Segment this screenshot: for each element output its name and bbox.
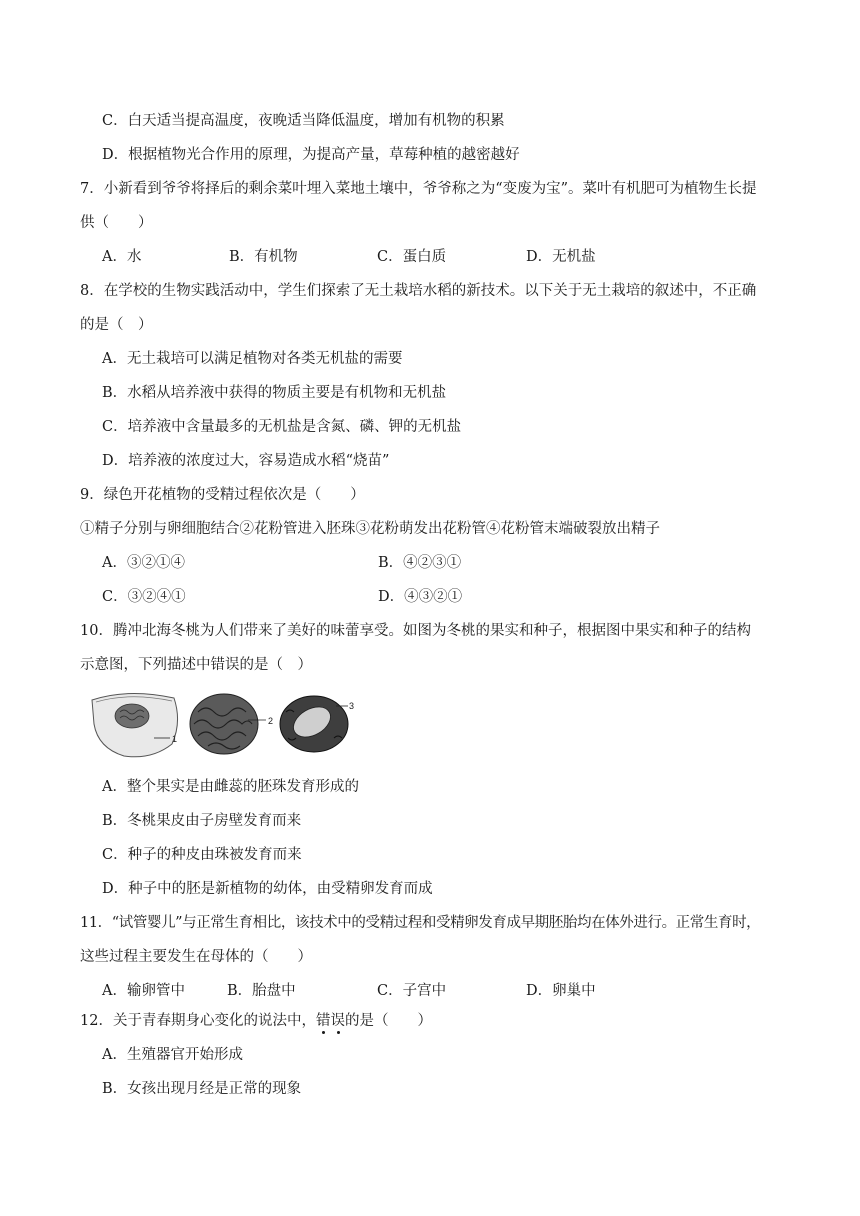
q11-stem-line2: 这些过程主要发生在母体的（ ） [80, 949, 312, 965]
q8-option-d: D．培养液的浓度过大，容易造成水稻“烧苗” [102, 453, 390, 469]
q12-stem-post: 的是（ ） [344, 1013, 432, 1029]
figure-label-1: 1 [172, 734, 178, 744]
q9-stem-line1: 9．绿色开花植物的受精过程依次是（ ） [80, 487, 365, 503]
q8-stem-line2: 的是（ ） [80, 317, 153, 333]
q9-options-row2 [102, 587, 602, 607]
q10-option-c: C．种子的种皮由珠被发育而来 [102, 847, 302, 863]
q10-stem-line1: 10．腾冲北海冬桃为人们带来了美好的味蕾享受。如图为冬桃的果实和种子，根据图中果实和种子的结构 [80, 623, 751, 639]
q9-option-d: D．④③②① [378, 589, 463, 605]
q7-option-b: B．有机物 [229, 249, 298, 265]
q12-option-b: B．女孩出现月经是正常的现象 [102, 1081, 302, 1097]
q7-option-c: C．蛋白质 [377, 249, 447, 265]
q11-stem-line1: 11．“试管婴儿”与正常生育相比，该技术中的受精过程和受精卵发育成早期胚胎均在体外进行。正常生育时， [80, 915, 761, 931]
q11-option-b: B．胎盘中 [227, 983, 296, 999]
figure-label-2: 2 [268, 716, 274, 726]
q8-option-a: A．无土栽培可以满足植物对各类无机盐的需要 [102, 351, 403, 367]
q8-stem-line1: 8．在学校的生物实践活动中，学生们探索了无土栽培水稻的新技术。以下关于无土栽培的叙述中，不正确 [80, 283, 757, 299]
q12-option-a: A．生殖器官开始形成 [102, 1047, 243, 1063]
emphasis-dot [337, 1031, 340, 1034]
q10-option-a: A．整个果实是由雌蕊的胚珠发育形成的 [102, 779, 359, 795]
q7-stem-line1: 7．小新看到爷爷将择后的剩余菜叶埋入菜地土壤中，爷爷称之为“变废为宝”。菜叶有机肥可为植物生长提 [80, 181, 757, 197]
q12-stem-emphasis [316, 1013, 345, 1029]
q7-stem-line2: 供（ ） [80, 215, 153, 231]
q10-stem-line2: 示意图，下列描述中错误的是（ ） [80, 657, 312, 673]
q11-option-d: D．卵巢中 [526, 983, 596, 999]
peach-half-image [92, 693, 178, 756]
q9-option-b: B．④②③① [378, 555, 462, 571]
q8-option-b: B．水稻从培养液中获得的物质主要是有机物和无机盐 [102, 385, 447, 401]
figure-label-3: 3 [349, 701, 355, 711]
q11-options [102, 981, 802, 1001]
q12-stem-line1 [80, 1011, 432, 1031]
q6-option-d: D．根据植物光合作用的原理，为提高产量，草莓种植的越密越好 [102, 147, 520, 163]
q9-option-a: A．③②①④ [102, 555, 185, 571]
q10-option-b: B．冬桃果皮由子房壁发育而来 [102, 813, 302, 829]
emphasis-dot [322, 1031, 325, 1034]
q9-stem-line2: ①精子分别与卵细胞结合②花粉管进入胚珠③花粉萌发出花粉管④花粉管末端破裂放出精子 [80, 521, 660, 537]
peach-pit-image [190, 694, 266, 754]
q8-option-c: C．培养液中含量最多的无机盐是含氮、磷、钾的无机盐 [102, 419, 462, 435]
q7-option-a: A．水 [102, 249, 142, 265]
peach-seed-image [280, 696, 348, 752]
q11-option-a: A．输卵管中 [102, 983, 185, 999]
q7-options [102, 247, 802, 267]
q12-stem-pre: 12．关于青春期身心变化的说法中， [80, 1013, 316, 1029]
q9-option-c: C．③②④① [102, 589, 186, 605]
q7-option-d: D．无机盐 [526, 249, 596, 265]
q10-option-d: D．种子中的胚是新植物的幼体，由受精卵发育而成 [102, 881, 433, 897]
q6-option-c: C．白天适当提高温度，夜晚适当降低温度，增加有机物的积累 [102, 113, 505, 129]
q11-option-c: C．子宫中 [377, 983, 447, 999]
q9-options-row1 [102, 553, 602, 573]
q12-emphasis-text: 错误 [315, 1013, 345, 1029]
peach-fruit-seed-figure [88, 682, 356, 768]
